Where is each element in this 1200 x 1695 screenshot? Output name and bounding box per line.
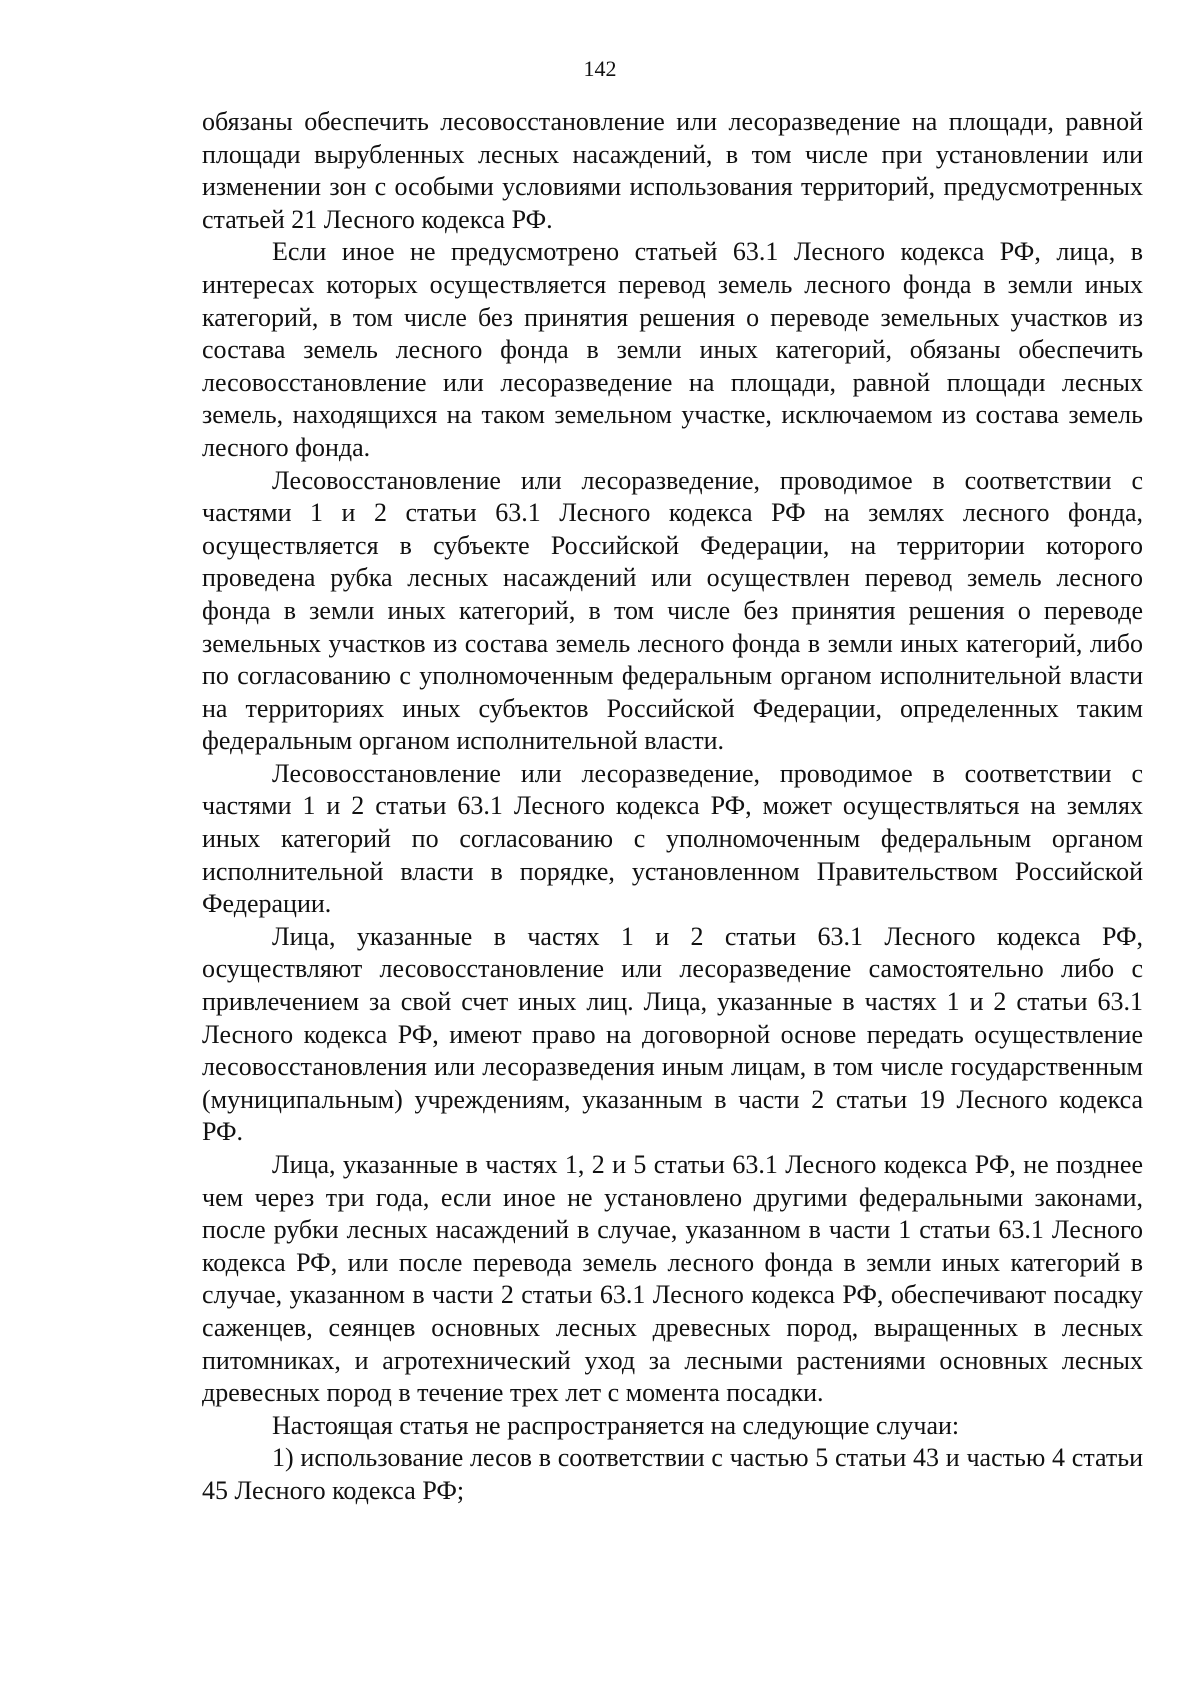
paragraph-2: Если иное не предусмотрено статьей 63.1 Лесного кодекса РФ, лица, в интересах которых осуществляется перевод земель лесного фонда в земли иных категорий, в том числе без принятия решения о переводе земельных участков из состава земель лесного фонда в земли иных категорий, обязаны обеспечить лесовосстановление или лесоразведение на площади, равной площади лесных земель, находящихся на таком земельном участке, исключаемом из состава земель лесного фонда. — [202, 237, 1143, 462]
paragraph-8: 1) использование лесов в соответствии с частью 5 статьи 43 и частью 4 статьи 45 Лесного кодекса РФ; — [202, 1443, 1143, 1505]
paragraph-6: Лица, указанные в частях 1, 2 и 5 статьи 63.1 Лесного кодекса РФ, не позднее чем через три года, если иное не установлено другими федеральными законами, после рубки лесных насаждений в случае, указанном в части 1 статьи 63.1 Лесного кодекса РФ, или после перевода земель лесного фонда в земли иных категорий в случае, указанном в части 2 статьи 63.1 Лесного кодекса РФ, обеспечивают посадку саженцев, сеянцев основных лесных древесных пород, выращенных в лесных питомниках, и агротехнический уход за лесными растениями основных лесных древесных пород в течение трех лет с момента посадки. — [202, 1150, 1143, 1408]
paragraph-3: Лесовосстановление или лесоразведение, проводимое в соответствии с частями 1 и 2 статьи 63.1 Лесного кодекса РФ на землях лесного фонда, осуществляется в субъекте Российской Федерации, на территории которого проведена рубка лесных насаждений или осуществлен перевод земель лесного фонда в земли иных категорий, в том числе без принятия решения о переводе земельных участков из состава земель лесного фонда в земли иных категорий, либо по согласованию с уполномоченным федеральным органом исполнительной власти на территориях иных субъектов Российской Федерации, определенных таким федеральным органом исполнительной власти. — [202, 465, 1143, 756]
paragraph-4: Лесовосстановление или лесоразведение, проводимое в соответствии с частями 1 и 2 статьи 63.1 Лесного кодекса РФ, может осуществляться на землях иных категорий по согласованию с уполномоченным федеральным органом исполнительной власти в порядке, установленном Правительством Российской Федерации. — [202, 758, 1143, 919]
paragraph-5: Лица, указанные в частях 1 и 2 статьи 63.1 Лесного кодекса РФ, осуществляют лесовосстановление или лесоразведение самостоятельно либо с привлечением за свой счет иных лиц. Лица, указанные в частях 1 и 2 статьи 63.1 Лесного кодекса РФ, имеют право на договорной основе передать осуществление лесовосстановления или лесоразведения иным лицам, в том числе государственным (муниципальным) учреждениям, указанным в части 2 статьи 19 Лесного кодекса РФ. — [202, 921, 1143, 1147]
page-number: 142 — [583, 56, 617, 81]
document-body — [202, 106, 1143, 1508]
paragraph-1: обязаны обеспечить лесовосстановление или лесоразведение на площади, равной площади вырубленных лесных насаждений, в том числе при установлении или изменении зон с особыми условиями использования территорий, предусмотренных статьей 21 Лесного кодекса РФ. — [202, 107, 1143, 234]
paragraph-7: Настоящая статья не распространяется на следующие случаи: — [272, 1410, 960, 1440]
